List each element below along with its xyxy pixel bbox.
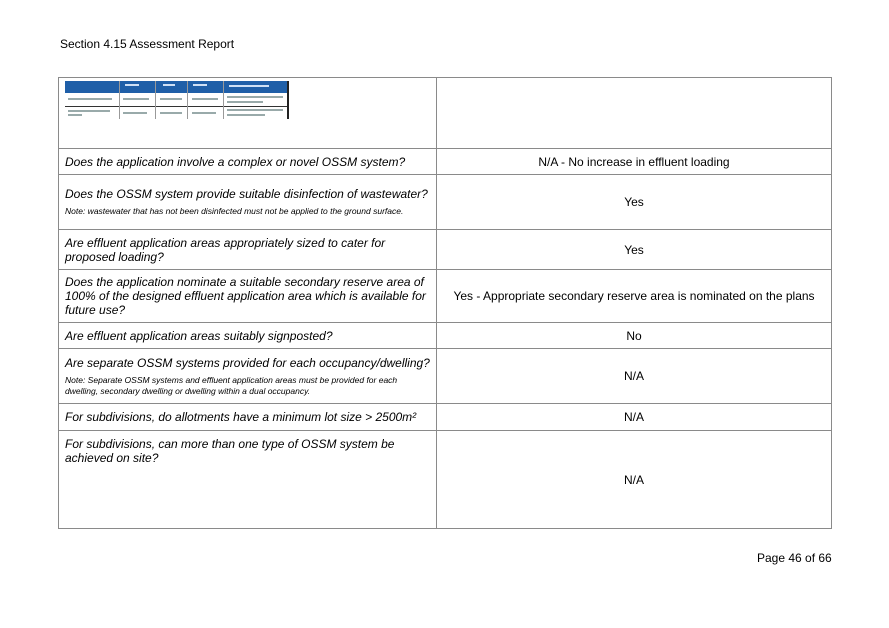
question-text: Does the application involve a complex or novel OSSM system?	[65, 154, 406, 169]
question-cell	[59, 431, 437, 529]
table-row	[59, 404, 832, 431]
answer-cell: Yes - Appropriate secondary reserve area is nominated on the plans	[437, 270, 832, 323]
table-row-embedded-image	[59, 78, 832, 149]
question-text: Are effluent application areas suitably signposted?	[65, 328, 333, 343]
answer-cell: N/A	[437, 431, 832, 529]
answer-cell: Yes	[437, 230, 832, 270]
question-text: For subdivisions, can more than one type of OSSM system be achieved on site?	[65, 437, 395, 465]
question-cell	[59, 323, 437, 349]
answer-cell: N/A - No increase in effluent loading	[437, 149, 832, 175]
table-row	[59, 149, 832, 175]
answer-cell: N/A	[437, 404, 832, 431]
table-row	[59, 270, 832, 323]
question-text: Does the OSSM system provide suitable disinfection of wastewater?	[65, 187, 428, 201]
question-text: Are effluent application areas appropriately sized to cater for proposed loading?	[65, 235, 386, 264]
answer-cell: N/A	[437, 349, 832, 404]
assessment-table	[58, 77, 832, 529]
question-cell	[59, 349, 437, 404]
table-row	[59, 230, 832, 270]
question-text: For subdivisions, do allotments have a minimum lot size > 2500m²	[65, 410, 417, 424]
table-row	[59, 175, 832, 230]
question-cell	[59, 149, 437, 175]
page-number: Page 46 of 66	[757, 551, 832, 565]
embedded-table-image	[65, 81, 289, 119]
table-row	[59, 323, 832, 349]
answer-cell: Yes	[437, 175, 832, 230]
question-text: Does the application nominate a suitable secondary reserve area of 100% of the designed effluent application area which is available for future use?	[65, 275, 426, 317]
answer-cell: No	[437, 323, 832, 349]
question-cell	[59, 270, 437, 323]
page-header-title: Section 4.15 Assessment Report	[60, 37, 235, 51]
question-cell	[59, 230, 437, 270]
question-note: Note: Separate OSSM systems and effluent application areas must be provided for each dwelling, secondary dwelling or dwelling within a dual occupancy.	[65, 374, 398, 396]
embedded-image-answer-cell	[437, 78, 832, 149]
embedded-table-image-cell	[59, 78, 437, 149]
table-row	[59, 349, 832, 404]
question-text: Are separate OSSM systems provided for each occupancy/dwelling?	[65, 355, 430, 370]
question-note: Note: wastewater that has not been disinfected must not be applied to the ground surface.	[65, 206, 404, 216]
table-row	[59, 431, 832, 529]
question-cell	[59, 175, 437, 230]
question-cell	[59, 404, 437, 431]
